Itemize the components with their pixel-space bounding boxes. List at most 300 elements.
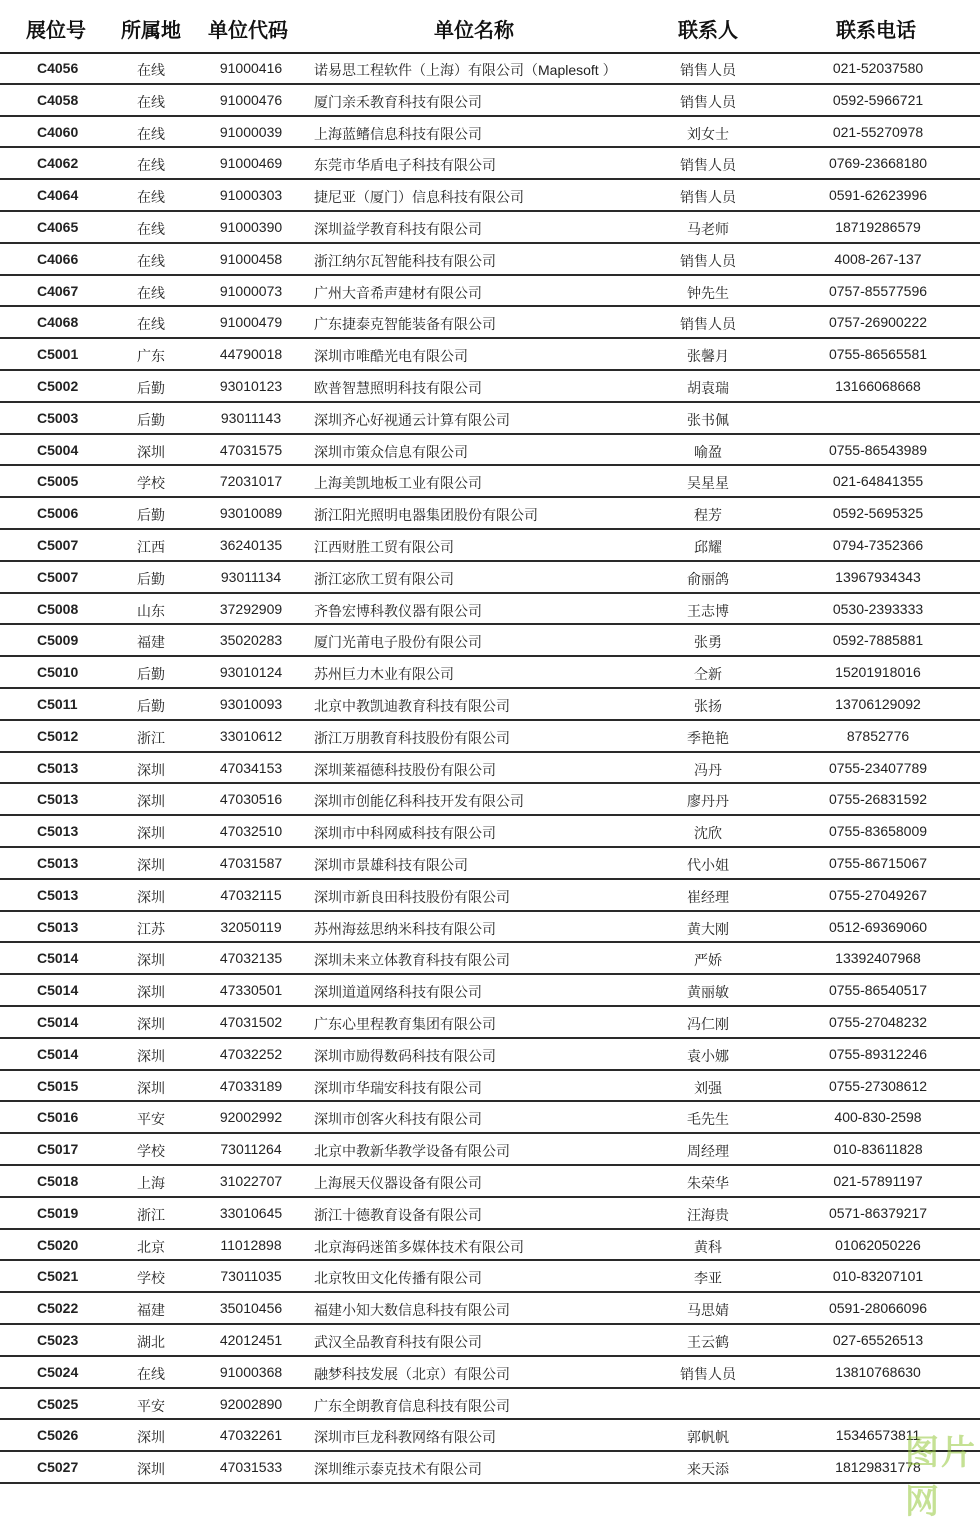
table-row bbox=[0, 466, 980, 498]
phone: 021-52037580 bbox=[832, 60, 924, 76]
table-row bbox=[0, 1198, 980, 1230]
booth-number: C5017 bbox=[37, 1141, 79, 1158]
company-name: 齐鲁宏博科教仪器有限公司 bbox=[314, 602, 482, 619]
table-row bbox=[0, 307, 980, 339]
table-row bbox=[0, 1102, 980, 1134]
region: 上海 bbox=[137, 1175, 165, 1191]
region: 在线 bbox=[137, 284, 165, 301]
watermark: 图片网 bbox=[905, 1434, 977, 1521]
booth-number: C5013 bbox=[37, 886, 79, 903]
unit-code: 93010123 bbox=[219, 378, 283, 394]
booth-number: C5021 bbox=[37, 1268, 79, 1285]
booth-number: C5024 bbox=[37, 1363, 79, 1380]
table-row bbox=[0, 53, 980, 85]
table-row bbox=[0, 85, 980, 117]
contact-person: 黄大刚 bbox=[687, 920, 729, 937]
phone: 15201918016 bbox=[835, 664, 921, 681]
unit-code: 92002992 bbox=[219, 1109, 283, 1126]
unit-code: 73011035 bbox=[220, 1268, 282, 1285]
contact-person: 喻盈 bbox=[694, 443, 722, 460]
region: 在线 bbox=[137, 189, 165, 206]
region: 广东 bbox=[137, 348, 165, 365]
contact-person: 袁小娜 bbox=[687, 1047, 729, 1064]
booth-number: C5014 bbox=[37, 950, 79, 967]
company-name: 浙江十德教育设备有限公司 bbox=[314, 1206, 482, 1223]
booth-number: C4064 bbox=[37, 187, 79, 204]
table-row bbox=[0, 1007, 980, 1039]
table-row bbox=[0, 117, 980, 149]
unit-code: 47032135 bbox=[219, 950, 283, 967]
table-row bbox=[0, 689, 980, 721]
booth-number: C5008 bbox=[37, 600, 79, 617]
table-row bbox=[0, 180, 980, 212]
table-row bbox=[0, 1039, 980, 1071]
unit-code: 47034153 bbox=[219, 759, 283, 776]
region: 后勤 bbox=[137, 666, 165, 683]
unit-code: 92002890 bbox=[219, 1395, 283, 1412]
booth-number: C5023 bbox=[37, 1332, 79, 1348]
booth-number: C5011 bbox=[37, 696, 78, 712]
contact-person: 销售人员 bbox=[680, 189, 736, 206]
unit-code: 91000039 bbox=[219, 123, 283, 140]
contact-person: 钟先生 bbox=[687, 284, 729, 301]
header-code: 单位代码 bbox=[208, 20, 288, 42]
table-row bbox=[0, 1357, 980, 1389]
unit-code: 91000476 bbox=[219, 91, 283, 108]
booth-number: C5013 bbox=[37, 855, 79, 871]
unit-code: 47030516 bbox=[219, 791, 283, 808]
region: 在线 bbox=[137, 125, 165, 142]
unit-code: 33010612 bbox=[219, 727, 283, 744]
region: 学校 bbox=[137, 1143, 165, 1160]
region: 湖北 bbox=[137, 1334, 165, 1350]
company-name: 苏州海兹思纳米科技有限公司 bbox=[314, 920, 496, 937]
table-row bbox=[0, 1261, 980, 1293]
region: 深圳 bbox=[137, 1016, 165, 1032]
booth-number: C5014 bbox=[37, 1014, 79, 1030]
unit-code: 93010124 bbox=[219, 664, 283, 681]
phone: 0571-86379217 bbox=[828, 1204, 928, 1221]
region: 深圳 bbox=[137, 857, 165, 873]
contact-person: 邱耀 bbox=[694, 539, 722, 555]
region: 在线 bbox=[137, 157, 165, 174]
unit-code: 32050119 bbox=[220, 918, 282, 935]
contact-person: 销售人员 bbox=[680, 93, 736, 110]
company-name: 福建小知大数信息科技有限公司 bbox=[314, 1302, 510, 1319]
company-name: 深圳市中科网威科技有限公司 bbox=[314, 825, 496, 842]
table-row bbox=[0, 498, 980, 530]
booth-number: C5026 bbox=[37, 1427, 79, 1444]
unit-code: 91000390 bbox=[219, 219, 283, 235]
table-row bbox=[0, 244, 980, 276]
contact-person: 程芳 bbox=[694, 507, 722, 524]
booth-number: C5013 bbox=[37, 918, 79, 935]
unit-code: 73011264 bbox=[220, 1141, 282, 1158]
contact-person: 张勇 bbox=[694, 634, 722, 651]
booth-number: C5012 bbox=[37, 727, 79, 744]
booth-number: C5013 bbox=[37, 791, 79, 808]
company-name: 深圳市唯酷光电有限公司 bbox=[314, 348, 468, 365]
contact-person: 毛先生 bbox=[687, 1111, 729, 1128]
unit-code: 91000073 bbox=[219, 282, 283, 299]
unit-code: 93010093 bbox=[219, 696, 283, 712]
phone: 0592-5966721 bbox=[832, 91, 924, 108]
unit-code: 47032252 bbox=[219, 1045, 283, 1062]
company-name: 浙江纳尔瓦智能科技有限公司 bbox=[314, 252, 496, 269]
table-row bbox=[0, 1134, 980, 1166]
contact-person: 刘强 bbox=[694, 1079, 722, 1096]
phone: 0755-86715067 bbox=[828, 855, 928, 871]
company-name: 深圳市策众信息有限公司 bbox=[314, 443, 468, 460]
company-name: 广东心里程教育集团有限公司 bbox=[314, 1016, 496, 1032]
phone: 13810768630 bbox=[835, 1363, 921, 1380]
table-row bbox=[0, 848, 980, 880]
contact-person: 胡袁瑞 bbox=[687, 380, 729, 396]
contact-person: 汪海贵 bbox=[687, 1206, 729, 1223]
contact-person: 王志博 bbox=[687, 602, 729, 619]
contact-person: 吴星星 bbox=[687, 475, 729, 492]
table-row bbox=[0, 212, 980, 244]
company-name: 广州大音希声建材有限公司 bbox=[314, 284, 482, 301]
table-row bbox=[0, 1230, 980, 1262]
table-row bbox=[0, 1166, 980, 1198]
contact-person: 李亚 bbox=[694, 1270, 722, 1287]
company-name: 深圳齐心好视通云计算有限公司 bbox=[314, 411, 510, 428]
region: 平安 bbox=[137, 1111, 165, 1128]
phone: 010-83207101 bbox=[832, 1268, 924, 1285]
region: 江苏 bbox=[137, 920, 165, 937]
phone: 0755-27049267 bbox=[828, 886, 928, 903]
phone: 0755-86540517 bbox=[828, 982, 928, 999]
company-name: 上海蓝鳍信息科技有限公司 bbox=[314, 125, 482, 142]
contact-person: 来天添 bbox=[687, 1461, 729, 1478]
region: 深圳 bbox=[137, 984, 165, 1001]
region: 北京 bbox=[137, 1238, 165, 1255]
table-row bbox=[0, 148, 980, 180]
header-contact: 联系人 bbox=[678, 20, 738, 42]
phone: 01062050226 bbox=[835, 1236, 921, 1253]
phone: 87852776 bbox=[846, 727, 910, 744]
phone: 0591-28066096 bbox=[828, 1300, 928, 1317]
unit-code: 31022707 bbox=[219, 1173, 283, 1189]
booth-number: C4058 bbox=[37, 91, 79, 108]
booth-number: C4065 bbox=[37, 219, 79, 235]
table-row bbox=[0, 880, 980, 912]
region: 在线 bbox=[137, 316, 165, 333]
region: 在线 bbox=[137, 221, 165, 237]
contact-person: 销售人员 bbox=[680, 252, 736, 269]
table-row bbox=[0, 530, 980, 562]
company-name: 东莞市华盾电子科技有限公司 bbox=[314, 157, 496, 174]
unit-code: 91000469 bbox=[219, 155, 283, 172]
region: 后勤 bbox=[137, 570, 165, 587]
table-row bbox=[0, 657, 980, 689]
phone: 0530-2393333 bbox=[832, 600, 924, 617]
booth-number: C5016 bbox=[37, 1109, 79, 1126]
header-company: 单位名称 bbox=[434, 20, 514, 42]
region: 后勤 bbox=[137, 507, 165, 524]
booth-number: C5022 bbox=[37, 1300, 79, 1317]
unit-code: 93011143 bbox=[220, 409, 282, 426]
company-name: 深圳市励得数码科技有限公司 bbox=[314, 1047, 496, 1064]
company-name: 诺易思工程软件（上海）有限公司（Maplesoft ） bbox=[314, 62, 617, 78]
header-region: 所属地 bbox=[121, 20, 181, 42]
table-row bbox=[0, 594, 980, 626]
booth-number: C4067 bbox=[37, 282, 79, 299]
contact-person: 刘女士 bbox=[687, 125, 729, 142]
region: 深圳 bbox=[137, 1461, 165, 1478]
unit-code: 35020283 bbox=[219, 632, 283, 649]
table-row bbox=[0, 371, 980, 403]
booth-number: C5001 bbox=[37, 346, 79, 363]
booth-number: C5013 bbox=[37, 823, 79, 840]
contact-person: 黄丽敏 bbox=[687, 984, 729, 1001]
booth-number: C5018 bbox=[37, 1173, 79, 1189]
region: 山东 bbox=[137, 602, 165, 619]
table-row bbox=[0, 625, 980, 657]
phone: 010-83611828 bbox=[833, 1141, 923, 1158]
phone: 400-830-2598 bbox=[834, 1109, 922, 1126]
unit-code: 47330501 bbox=[219, 982, 283, 999]
region: 后勤 bbox=[137, 411, 165, 428]
table-row bbox=[0, 975, 980, 1007]
booth-number: C5027 bbox=[37, 1459, 79, 1476]
unit-code: 47033189 bbox=[219, 1077, 283, 1094]
booth-number: C5020 bbox=[37, 1236, 79, 1253]
company-name: 北京中教新华教学设备有限公司 bbox=[314, 1143, 510, 1160]
phone: 0512-69369060 bbox=[828, 918, 928, 935]
phone: 13967934343 bbox=[835, 568, 921, 585]
phone: 13706129092 bbox=[835, 696, 921, 712]
unit-code: 37292909 bbox=[219, 600, 283, 617]
unit-code: 44790018 bbox=[219, 346, 283, 363]
company-name: 深圳市创能亿科科技开发有限公司 bbox=[314, 793, 524, 810]
region: 福建 bbox=[137, 634, 165, 651]
table-row bbox=[0, 816, 980, 848]
region: 平安 bbox=[137, 1397, 165, 1414]
booth-number: C4068 bbox=[37, 314, 79, 331]
company-name: 浙江宓欣工贸有限公司 bbox=[314, 570, 454, 587]
contact-person: 黄科 bbox=[694, 1238, 722, 1255]
phone: 13392407968 bbox=[835, 950, 921, 967]
contact-person: 朱荣华 bbox=[687, 1175, 729, 1191]
region: 深圳 bbox=[137, 443, 165, 460]
region: 后勤 bbox=[137, 698, 165, 714]
unit-code: 47032261 bbox=[219, 1427, 283, 1444]
table-row bbox=[0, 403, 980, 435]
table-row bbox=[0, 784, 980, 816]
region: 浙江 bbox=[137, 729, 165, 746]
phone: 021-57891197 bbox=[833, 1173, 923, 1189]
company-name: 深圳益学教育科技有限公司 bbox=[314, 221, 482, 237]
phone: 0755-89312246 bbox=[828, 1045, 928, 1062]
contact-person: 严娇 bbox=[694, 952, 722, 969]
table-row bbox=[0, 1071, 980, 1103]
company-name: 深圳未来立体教育科技有限公司 bbox=[314, 952, 510, 969]
company-name: 江西财胜工贸有限公司 bbox=[314, 539, 454, 555]
region: 深圳 bbox=[137, 1429, 165, 1446]
company-name: 深圳市华瑞安科技有限公司 bbox=[314, 1079, 482, 1096]
region: 深圳 bbox=[137, 952, 165, 969]
contact-person: 崔经理 bbox=[687, 888, 729, 905]
contact-person: 冯仁刚 bbox=[687, 1016, 729, 1032]
unit-code: 93010089 bbox=[219, 505, 283, 522]
unit-code: 47032115 bbox=[220, 886, 282, 903]
contact-person: 张馨月 bbox=[687, 348, 729, 365]
region: 在线 bbox=[137, 252, 165, 269]
table-row bbox=[0, 1293, 980, 1325]
booth-number: C5006 bbox=[37, 505, 79, 522]
region: 在线 bbox=[137, 62, 165, 78]
header-booth: 展位号 bbox=[26, 20, 86, 42]
table-row bbox=[0, 1420, 980, 1452]
company-name: 深圳市新良田科技股份有限公司 bbox=[314, 888, 510, 905]
phone: 0755-26831592 bbox=[828, 791, 928, 808]
booth-number: C5009 bbox=[37, 632, 79, 649]
company-name: 深圳市创客火科技有限公司 bbox=[314, 1111, 482, 1128]
booth-number: C5014 bbox=[37, 1045, 79, 1062]
phone: 0757-85577596 bbox=[828, 282, 928, 299]
phone: 0755-23407789 bbox=[828, 759, 928, 776]
unit-code: 91000303 bbox=[219, 187, 283, 204]
region: 深圳 bbox=[137, 1047, 165, 1064]
company-name: 北京中教凯迪教育科技有限公司 bbox=[314, 698, 510, 714]
region: 浙江 bbox=[137, 1206, 165, 1223]
table-row bbox=[0, 943, 980, 975]
contact-person: 销售人员 bbox=[680, 62, 736, 78]
booth-number: C5014 bbox=[37, 982, 79, 999]
phone: 18129831778 bbox=[835, 1459, 921, 1476]
region: 深圳 bbox=[137, 761, 165, 778]
table-row bbox=[0, 435, 980, 467]
unit-code: 47032510 bbox=[219, 823, 283, 840]
company-name: 苏州巨力木业有限公司 bbox=[314, 666, 454, 683]
contact-person: 销售人员 bbox=[680, 157, 736, 174]
contact-person: 周经理 bbox=[687, 1143, 729, 1160]
table-row bbox=[0, 1325, 980, 1357]
table-row bbox=[0, 1452, 980, 1484]
company-name: 欧普智慧照明科技有限公司 bbox=[314, 380, 482, 396]
company-name: 捷尼亚（厦门）信息科技有限公司 bbox=[314, 189, 524, 206]
booth-number: C5019 bbox=[37, 1204, 79, 1221]
company-name: 深圳莱福德科技股份有限公司 bbox=[314, 761, 496, 778]
booth-number: C5005 bbox=[37, 473, 79, 490]
unit-code: 72031017 bbox=[219, 473, 283, 490]
company-name: 厦门光莆电子股份有限公司 bbox=[314, 634, 482, 651]
company-name: 上海展天仪器设备有限公司 bbox=[314, 1175, 482, 1191]
booth-number: C5015 bbox=[37, 1077, 79, 1094]
company-name: 武汉全品教育科技有限公司 bbox=[314, 1334, 482, 1350]
unit-code: 47031575 bbox=[219, 441, 283, 458]
phone: 0592-5695325 bbox=[832, 505, 924, 522]
contact-person: 廖丹丹 bbox=[687, 793, 729, 810]
contact-person: 仝新 bbox=[694, 666, 722, 683]
table-row bbox=[0, 753, 980, 785]
unit-code: 91000458 bbox=[219, 250, 283, 267]
table-row bbox=[0, 339, 980, 371]
contact-person: 销售人员 bbox=[680, 1365, 736, 1382]
contact-person: 季艳艳 bbox=[687, 729, 729, 746]
company-name: 浙江阳光照明电器集团股份有限公司 bbox=[314, 507, 538, 524]
unit-code: 93011134 bbox=[220, 568, 282, 585]
unit-code: 91000479 bbox=[219, 314, 283, 331]
contact-person: 俞丽鸽 bbox=[687, 570, 729, 587]
unit-code: 91000416 bbox=[219, 60, 283, 76]
header-phone: 联系电话 bbox=[836, 20, 916, 42]
phone: 0757-26900222 bbox=[828, 314, 928, 331]
region: 福建 bbox=[137, 1302, 165, 1319]
phone: 0794-7352366 bbox=[832, 537, 924, 553]
table-row bbox=[0, 276, 980, 308]
company-name: 深圳市巨龙科教网络有限公司 bbox=[314, 1429, 496, 1446]
company-name: 深圳道道网络科技有限公司 bbox=[314, 984, 482, 1001]
phone: 0755-83658009 bbox=[828, 823, 928, 840]
phone: 0769-23668180 bbox=[828, 155, 928, 172]
contact-person: 张扬 bbox=[694, 698, 722, 714]
unit-code: 47031587 bbox=[219, 855, 283, 871]
company-name: 融梦科技发展（北京）有限公司 bbox=[314, 1365, 510, 1382]
contact-person: 销售人员 bbox=[680, 316, 736, 333]
phone: 021-55270978 bbox=[832, 123, 924, 140]
company-name: 北京牧田文化传播有限公司 bbox=[314, 1270, 482, 1287]
contact-person: 冯丹 bbox=[694, 761, 722, 778]
table-row bbox=[0, 562, 980, 594]
contact-person: 沈欣 bbox=[694, 825, 722, 842]
booth-number: C5002 bbox=[37, 378, 79, 394]
booth-number: C5003 bbox=[37, 409, 79, 426]
phone: 0755-27048232 bbox=[828, 1014, 928, 1030]
table-row bbox=[0, 1389, 980, 1421]
booth-number: C5025 bbox=[37, 1395, 79, 1412]
region: 后勤 bbox=[137, 380, 165, 396]
phone: 0591-62623996 bbox=[828, 187, 928, 204]
region: 学校 bbox=[137, 1270, 165, 1287]
region: 在线 bbox=[137, 93, 165, 110]
booth-number: C5007 bbox=[37, 568, 79, 585]
region: 深圳 bbox=[137, 825, 165, 842]
phone: 0592-7885881 bbox=[832, 632, 924, 649]
phone: 0755-86543989 bbox=[828, 441, 928, 458]
region: 深圳 bbox=[137, 793, 165, 810]
region: 在线 bbox=[137, 1365, 165, 1382]
contact-person: 代小姐 bbox=[687, 857, 729, 873]
booth-number: C4060 bbox=[37, 123, 79, 140]
booth-number: C5010 bbox=[37, 664, 79, 681]
contact-person: 王云鹤 bbox=[687, 1334, 729, 1350]
unit-code: 36240135 bbox=[219, 537, 283, 553]
region: 深圳 bbox=[137, 888, 165, 905]
unit-code: 47031502 bbox=[219, 1014, 283, 1030]
booth-number: C4062 bbox=[37, 155, 79, 172]
booth-number: C4056 bbox=[37, 60, 79, 76]
company-name: 厦门亲禾教育科技有限公司 bbox=[314, 93, 482, 110]
contact-person: 马思婧 bbox=[687, 1302, 729, 1319]
phone: 027-65526513 bbox=[832, 1332, 924, 1348]
company-name: 浙江万朋教育科技股份有限公司 bbox=[314, 729, 510, 746]
contact-person: 张书佩 bbox=[687, 411, 729, 428]
phone: 021-64841355 bbox=[832, 473, 924, 490]
phone: 0755-27308612 bbox=[828, 1077, 928, 1094]
phone: 0755-86565581 bbox=[828, 346, 928, 363]
phone: 18719286579 bbox=[835, 219, 921, 235]
contact-person: 郭帆帆 bbox=[687, 1429, 729, 1446]
company-name: 上海美凯地板工业有限公司 bbox=[314, 475, 482, 492]
booth-number: C5013 bbox=[37, 759, 79, 776]
table-row bbox=[0, 912, 980, 944]
region: 江西 bbox=[137, 539, 165, 555]
unit-code: 91000368 bbox=[219, 1363, 283, 1380]
contact-person: 马老师 bbox=[687, 221, 729, 237]
